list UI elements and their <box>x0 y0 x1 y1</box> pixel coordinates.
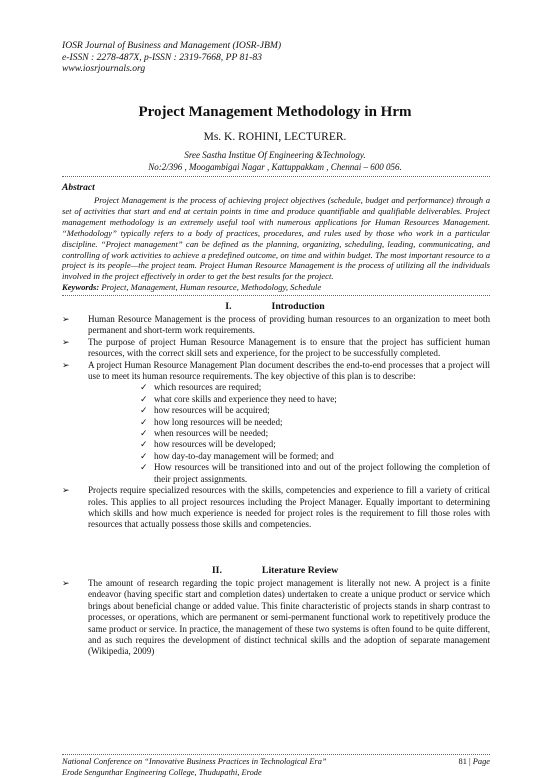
bullet-text: Human Resource Management is the process of providing human resources to an organization to meet both permanent and short-term work requirements. <box>88 314 490 335</box>
bullet-item <box>62 360 490 383</box>
checklist <box>62 382 490 485</box>
check-icon: ✓ <box>140 439 148 450</box>
keywords-line <box>62 282 490 292</box>
journal-header <box>62 40 281 75</box>
section-title: Literature Review <box>262 565 338 576</box>
divider <box>62 176 490 177</box>
journal-name: IOSR Journal of Business and Management (IOSR-JBM) <box>62 40 281 52</box>
page-footer <box>62 757 490 778</box>
divider <box>62 754 490 755</box>
check-item <box>140 405 490 416</box>
divider <box>62 295 490 296</box>
college-name: Erode Sengunthar Engineering College, Thudupathi, Erode <box>62 768 490 778</box>
arrow-bullet-icon: ➢ <box>62 337 70 348</box>
check-text: which resources are required; <box>154 382 261 392</box>
check-text: how resources will be acquired; <box>154 405 270 415</box>
bullet-text: The purpose of project Human Resource Management is to ensure that the project has sufficient human resources, with the correct skill sets and experience, for the project to be successfully completed. <box>88 337 490 358</box>
arrow-bullet-icon: ➢ <box>62 360 70 371</box>
bullet-text: The amount of research regarding the topic project management is literally not new. A project is a finite endeavor (having specific start and completion dates) undertaken to create a unique product or service which brings about beneficial change or added value. This finite characteristic of projects stands in sharp contrast to processes, or operations, which are permanent or semi-permanent functional work to repetitively produce the same product or service. In practice, the management of these two systems is often found to be quite different, and as such requires the development of distinct technical skills and the adoption of separate management (Wikipedia, 2009) <box>88 578 490 656</box>
check-icon: ✓ <box>140 462 148 473</box>
journal-issn: e-ISSN : 2278-487X, p-ISSN : 2319-7668, PP 81-83 <box>62 52 281 64</box>
literature-review-body <box>62 578 490 658</box>
affiliation <box>0 149 550 173</box>
keywords-label: Keywords: <box>62 282 99 292</box>
check-text: How resources will be transitioned into and out of the project following the completion of their project assignments. <box>154 462 490 483</box>
institution-address: No:2/396 , Moogambigai Nagar , Kattuppakkam , Chennai – 600 056. <box>0 161 550 173</box>
check-item <box>140 439 490 450</box>
check-item <box>140 428 490 439</box>
section-heading-introduction <box>0 301 550 312</box>
check-item <box>140 394 490 405</box>
check-item <box>140 417 490 428</box>
section-title: Introduction <box>272 301 325 312</box>
check-text: how long resources will be needed; <box>154 417 283 427</box>
conference-name: National Conference on “Innovative Business Practices in Technological Era” <box>62 757 490 768</box>
introduction-body <box>62 314 490 531</box>
check-icon: ✓ <box>140 428 148 439</box>
arrow-bullet-icon: ➢ <box>62 314 70 325</box>
journal-url[interactable]: www.iosrjournals.org <box>62 63 281 75</box>
paper-title: Project Management Methodology in Hrm <box>0 104 550 121</box>
bullet-text: A project Human Resource Management Plan document describes the end-to-end processes that a project will use to meet its human resource requirements. The key objective of this plan is to describe: <box>88 360 490 381</box>
check-text: when resources will be needed; <box>154 428 268 438</box>
bullet-item <box>62 314 490 337</box>
keywords-text: Project, Management, Human resource, Methodology, Schedule <box>101 282 321 292</box>
check-icon: ✓ <box>140 382 148 393</box>
check-icon: ✓ <box>140 417 148 428</box>
bullet-item <box>62 485 490 531</box>
check-icon: ✓ <box>140 405 148 416</box>
abstract-text: Project Management is the process of achieving project objectives (schedule, budget and performance) through a set of activities that start and end at certain points in time and produce quantifiable and qualifiable deliverables. Project management methodology is an extremely useful tool with numerous applications for Human Resources Management. “Methodology” typically refers to a body of practices, procedures, and rules used by those who work in a particular discipline. “Project management” can be defined as the planning, organizing, scheduling, leading, communicating, and controlling of work activities to achieve a predefined outcome, on time and within budget. The most important resource to a project is its people—the project team. Project Human Resource Management is the process of utilizing all the individuals involved in the project effectively in order to get the best results for the project. <box>62 195 490 282</box>
check-item <box>140 462 490 485</box>
bullet-text: Projects require specialized resources with the skills, competencies and experience to fill a variety of critical roles. This applies to all project resources including the Project Manager. Equally important to determining which skills and how much experience is needed for project roles is the requirement to fill those roles with resources that actually possess those skills and competencies. <box>88 485 490 529</box>
author-name: Ms. K. ROHINI, LECTURER. <box>0 131 550 143</box>
check-text: how resources will be developed; <box>154 439 276 449</box>
check-text: how day-to-day management will be formed; and <box>154 451 334 461</box>
page-number: 81 | Page <box>459 757 490 768</box>
section-number: II. <box>212 565 222 576</box>
check-item <box>140 382 490 393</box>
check-icon: ✓ <box>140 394 148 405</box>
bullet-item <box>62 578 490 658</box>
check-text: what core skills and experience they need to have; <box>154 394 337 404</box>
abstract-heading: Abstract <box>62 183 95 193</box>
check-item <box>140 451 490 462</box>
bullet-item <box>62 337 490 360</box>
section-heading-literature-review <box>0 565 550 576</box>
arrow-bullet-icon: ➢ <box>62 578 70 589</box>
section-number: I. <box>225 301 231 312</box>
arrow-bullet-icon: ➢ <box>62 485 70 496</box>
check-icon: ✓ <box>140 451 148 462</box>
institution-name: Sree Sastha Institue Of Engineering &Technology. <box>0 149 550 161</box>
